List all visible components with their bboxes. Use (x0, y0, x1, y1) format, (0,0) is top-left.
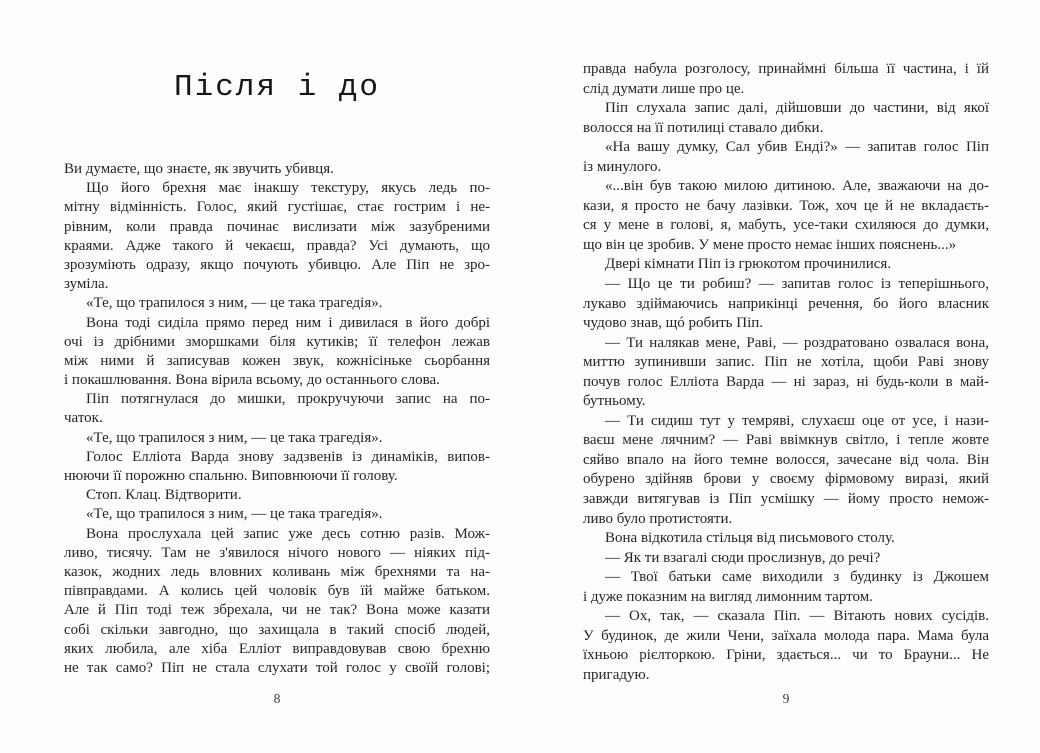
text-line: собі скільки завгодно, що захищала в такий спосіб людей, (64, 621, 490, 638)
text-line: ливо було протистояти. (583, 510, 733, 527)
text-line: «...він був такою милою дитиною. Але, зважаючи на до- (605, 178, 989, 195)
text-line: ливо, тисячу. Там не з'явилося нічого нового — ніяких під- (64, 544, 490, 561)
text-line: почув голос Елліота Варда — ні зараз, ні будь-коли в май- (583, 373, 989, 390)
text-line: «Те, що трапилося з ним, — це така трагедія». (86, 506, 383, 523)
left-page-number: 8 (273, 691, 281, 706)
text-line: Але й Піп тоді теж збрехала, чи не так? Вона може казати (64, 602, 490, 619)
text-line: Стоп. Клац. Відтворити. (86, 487, 242, 504)
text-line: Що його брехня має інакшу текстуру, якусь ледь по- (86, 180, 490, 197)
right-page-text (583, 60, 989, 686)
text-line: кази, я просто не бачу лазівки. Тож, хоч це й не вкладаєть- (583, 197, 989, 214)
text-line: що він це зробив. У мене просто немає інших пояснень...» (583, 236, 957, 253)
text-line: і покашлювання. Вона вірила всьому, до останнього слова. (64, 372, 440, 389)
text-line: правда набула розголосу, принаймні більша її частина, і їй (583, 61, 989, 77)
text-line: півправдами. А колись цей чоловік був їй майже батьком. (64, 583, 490, 600)
text-line: Голос Елліота Варда знову задзвенів із динаміків, випов- (86, 448, 490, 465)
text-line: Ви думаєте, що знаєте, як звучить убивця. (64, 161, 334, 177)
text-line: сяйво впало на його темне волосся, зачесане від чола. Він (583, 451, 989, 468)
text-line: Вона відкотила стільця від письмового столу. (605, 530, 895, 547)
text-line: Вона прослухала цей запис уже десь сотню разів. Мож- (86, 525, 490, 542)
text-line: чаток. (64, 410, 103, 427)
text-line: зуміла. (64, 276, 109, 293)
text-line: яких любила, але хіба Елліот виправдовував свою брехню (64, 640, 490, 657)
text-line: — Що це ти робиш? — запитав голос із теперішнього, (605, 276, 989, 293)
text-line: — Ти сидиш тут у темряві, слухаєш оце от усе, і нази- (605, 412, 989, 429)
text-line: Піп потягнулася до мишки, прокручуючи запис на по- (86, 391, 490, 408)
text-line: Двері кімнати Піп із грюкотом прочинилися. (605, 256, 892, 273)
text-line: казок, жодних ледь вловних коливань між брехнями та на- (64, 563, 490, 580)
text-line: «Те, що трапилося з ним, — це така трагедія». (86, 429, 383, 446)
text-line: «Те, що трапилося з ним, — це така трагедія». (86, 295, 383, 312)
text-line: зрозуміють одразу, якщо почують убивцю. Але Піп не зро- (64, 256, 490, 273)
text-line: нюючи її порожню спальню. Виповнюючи її голову. (64, 468, 398, 484)
text-line: слід думати лише про це. (583, 80, 745, 97)
text-line: і дуже показним на вигляд лимонним тартом. (583, 588, 873, 605)
text-line: ся у мене в голові, я, мабуть, усе-таки схиляюся до думки, (583, 217, 989, 234)
text-line: очі із дрібними зморшками біля кутиків; її телефон лежав (64, 333, 490, 350)
text-line: — Як ти взагалі сюди прослизнув, до речі? (605, 549, 881, 566)
text-line: мітну відмінність. Голос, який густішає, стає гострим і не- (64, 199, 490, 216)
text-line: — Ох, так, — сказала Піп. — Вітають нових сусідів. (605, 608, 989, 625)
text-line: волосся на її потилиці ставало дибки. (583, 119, 824, 136)
text-line: — Твої батьки саме виходили з будинку із Джошем (605, 569, 989, 586)
text-line: не так само? Піп не стала слухати той голос у своїй голові; (64, 659, 490, 676)
text-line: лукаво здіймаючись наприкінці речення, бо його власник (583, 295, 989, 312)
text-line: миттю зупинивши запис. Піп не хотіла, щоби Раві знову (583, 354, 989, 371)
text-line: Вона тоді сиділа прямо перед ним і дивилася в його добрі (86, 314, 490, 331)
text-line: із минулого. (583, 158, 662, 175)
left-page-text (64, 160, 490, 678)
text-line: бутньому. (583, 393, 646, 410)
text-line: пригадую. (583, 666, 650, 683)
text-line: Піп слухала запис далі, дійшовши до частини, від якої (605, 100, 989, 117)
text-line: їхньою рієлторкою. Гріни, здається... чи то Брауни... Не (583, 647, 989, 664)
text-line: чудово знав, щó робить Піп. (583, 315, 764, 332)
text-line: «На вашу думку, Сал убив Енді?» — запитав голос Піп (605, 139, 989, 156)
text-line: ваєш мене лячним? — Раві ввімкнув світло, і тепле жовте (583, 432, 989, 449)
text-line: завжди витягував із Піп усмішку — йому просто немож- (583, 491, 989, 508)
text-line: У будинок, де жили Чени, заїхала молода пара. Мама була (583, 627, 989, 644)
text-line: рівним, коли правда починає вислизати між зазубреними (64, 218, 490, 235)
text-line: — Ти налякав мене, Раві, — роздратовано озвалася вона, (605, 334, 989, 351)
text-line: краями. Адже такого й чекаєш, правда? Усі думають, що (64, 237, 490, 254)
text-line: обурено здійняв брови у своєму фірмовому виразі, який (583, 471, 989, 488)
chapter-title: Після і до (173, 70, 381, 105)
text-line: між ними й записував кожен звук, кожнісіньке сьорбання (64, 352, 490, 369)
right-page-number: 9 (782, 691, 790, 706)
